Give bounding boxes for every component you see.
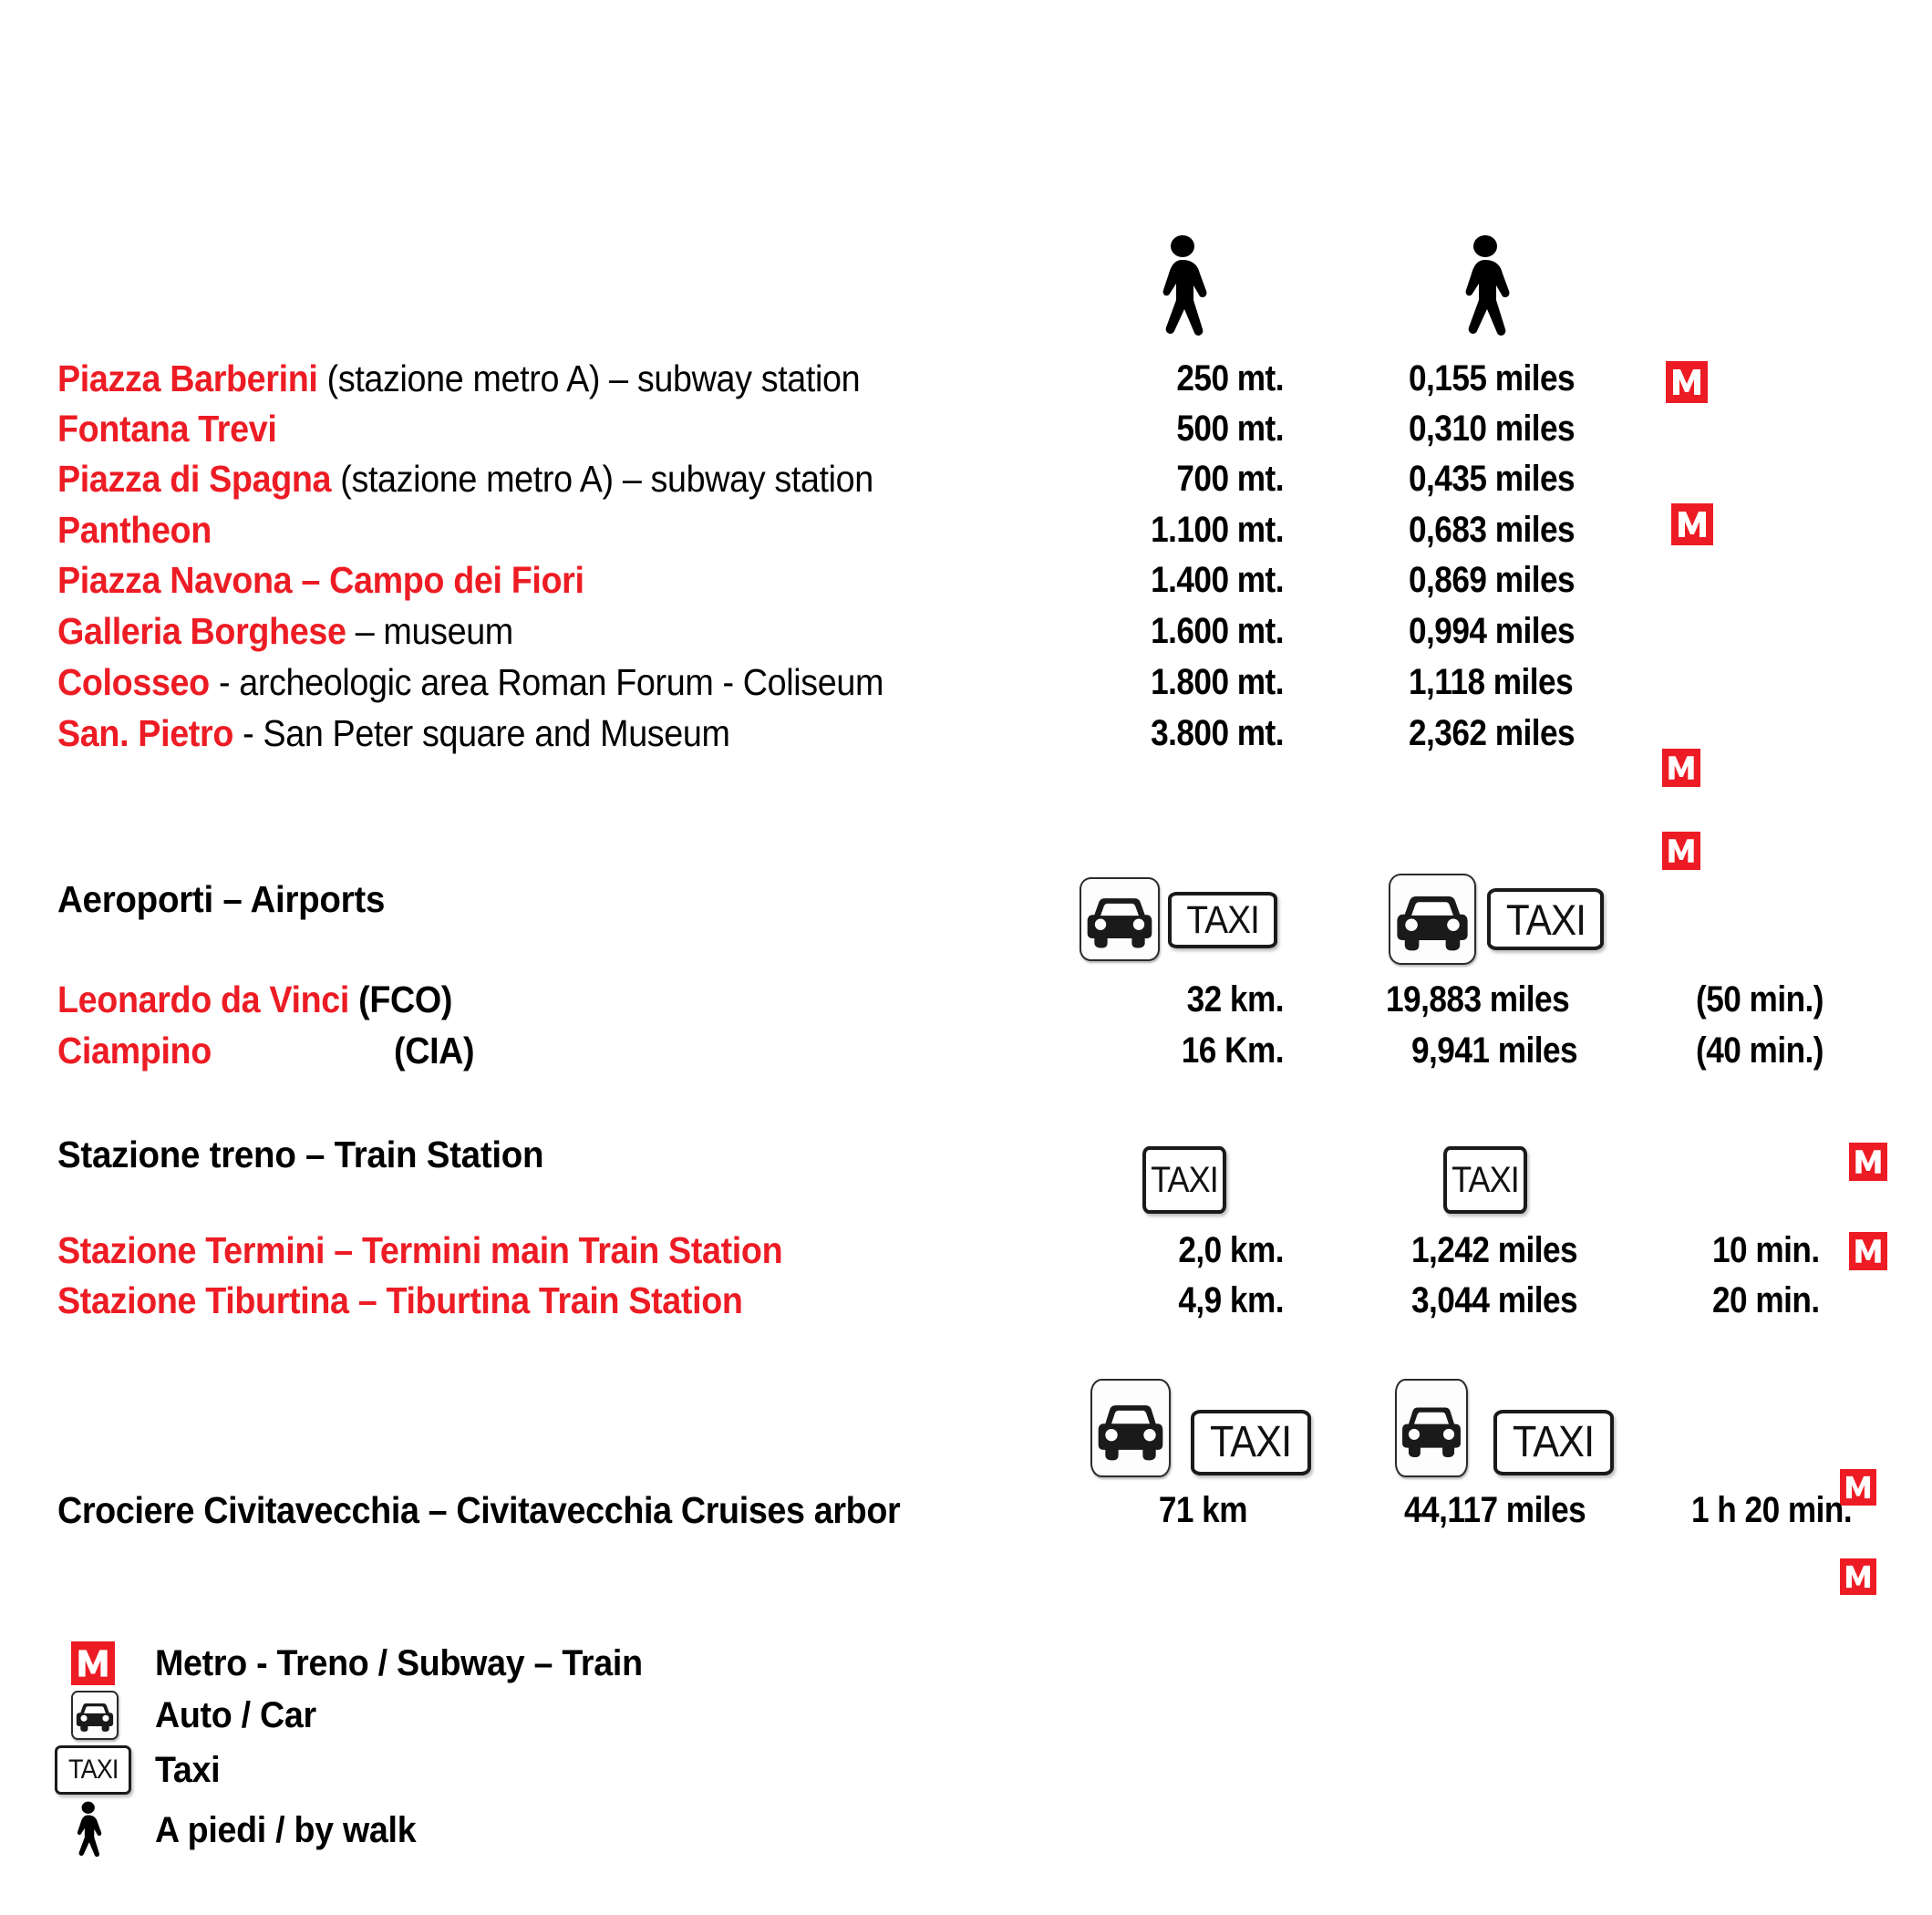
landmark-name: Fontana Trevi [57,408,277,450]
legend-item-metro [71,1637,674,1690]
pedestrian-icon [71,1800,111,1860]
legend-icon-slot [71,1641,155,1685]
landmark-name: Piazza Barberini [57,357,318,399]
car-icon [1090,1379,1171,1477]
taxi-label: TAXI [1186,897,1259,942]
legend-icon-slot [55,1745,155,1795]
cruises-km: 71 km [1158,1490,1247,1530]
legend-icon-slot [71,1800,155,1860]
metro-icon [71,1641,115,1685]
taxi-label: TAXI [1452,1160,1519,1200]
landmark-meters: 1.100 mt. [1151,510,1284,550]
taxi-icon [55,1745,131,1795]
landmark-miles: 0,435 miles [1409,459,1576,499]
landmark-description: - San Peter square and Museum [232,712,730,754]
landmark-miles: 0,155 miles [1409,358,1576,399]
airport-label [57,1030,212,1072]
taxi-icon [1443,1146,1527,1214]
car-icon [71,1691,119,1740]
landmark-description: - archeologic area Roman Forum - Coliseum [209,661,884,703]
train-station-label [57,1229,782,1272]
landmark-name: Colosseo [57,661,210,703]
cruises-miles: 44,117 miles [1404,1490,1586,1530]
taxi-label: TAXI [67,1755,119,1785]
landmark-label [57,712,730,755]
landmark-name: Pantheon [57,509,212,551]
taxi-icon [1493,1410,1614,1475]
train-station-name: Stazione Termini – Termini main Train Station [57,1229,783,1271]
legend-item-walk [71,1798,433,1862]
landmark-meters: 500 mt. [1176,409,1284,449]
landmark-label [57,408,276,450]
taxi-label: TAXI [1210,1418,1292,1466]
cruises-label [57,1489,900,1532]
legend-label: A piedi / by walk [155,1809,417,1850]
landmark-meters: 3.800 mt. [1151,713,1284,753]
taxi-icon [1487,888,1604,950]
legend-label: Auto / Car [155,1694,316,1735]
airport-time: (50 min.) [1696,979,1824,1020]
landmark-label [57,610,513,653]
car-icon [1395,1379,1468,1477]
train-station-name: Stazione Tiburtina – Tiburtina Train Station [57,1279,743,1321]
airport-label [57,978,452,1021]
legend-item-car [71,1689,326,1742]
metro-icon [1671,503,1713,545]
train-miles: 1,242 miles [1411,1230,1578,1270]
walking-person-icon-miles-column [1454,234,1527,340]
landmark-label [57,458,873,501]
legend-label: Metro - Treno / Subway – Train [155,1642,643,1683]
landmark-description: (stazione metro A) – subway station [331,458,873,500]
metro-icon [1849,1143,1887,1181]
airport-km: 16 Km. [1181,1030,1284,1071]
metro-icon [1840,1558,1876,1595]
metro-icon [1666,361,1708,403]
airport-km: 32 km. [1186,979,1284,1020]
landmark-name: Piazza di Spagna [57,458,332,500]
airport-miles: 19,883 miles [1386,979,1570,1020]
landmark-label [57,509,212,552]
landmark-name: San. Pietro [57,712,233,754]
airport-name: Ciampino [57,1030,212,1071]
train-station-label [57,1279,743,1322]
car-icon [1389,874,1476,965]
legend-icon-slot [71,1691,155,1740]
legend-label: Taxi [155,1749,221,1790]
cruises-time: 1 h 20 min. [1691,1490,1853,1530]
taxi-label: TAXI [1513,1418,1595,1466]
airport-time: (40 min.) [1696,1030,1824,1071]
legend-item-taxi [55,1744,224,1796]
landmark-description: (stazione metro A) – subway station [317,357,861,399]
airports-heading: Aeroporti – Airports [57,878,386,920]
metro-icon [1662,749,1700,787]
taxi-icon [1142,1146,1226,1214]
landmark-meters: 1.600 mt. [1151,611,1284,651]
landmark-name: Piazza Navona – Campo dei Fiori [57,559,584,601]
landmark-miles: 0,994 miles [1409,611,1576,651]
train-station-heading: Stazione treno – Train Station [57,1133,544,1175]
landmark-meters: 1.800 mt. [1151,662,1284,702]
cruises-name: Crociere Civitavecchia – Civitavecchia Cruises arbor [57,1489,901,1531]
train-time: 10 min. [1712,1230,1820,1270]
airport-name: Leonardo da Vinci [57,978,359,1020]
taxi-icon [1168,892,1277,948]
landmark-miles: 0,683 miles [1409,510,1576,550]
airport-code: (CIA) [394,1030,475,1071]
landmark-miles: 0,310 miles [1409,409,1576,449]
walking-person-icon-meters-column [1152,234,1224,340]
landmark-description: – museum [355,610,513,652]
taxi-icon [1191,1410,1311,1475]
landmark-meters: 700 mt. [1176,459,1284,499]
landmark-miles: 2,362 miles [1409,713,1576,753]
airport-miles: 9,941 miles [1411,1030,1578,1071]
landmark-miles: 1,118 miles [1409,662,1574,702]
taxi-label: TAXI [1505,895,1586,944]
landmark-label [57,661,883,704]
landmark-label [57,357,860,400]
landmark-miles: 0,869 miles [1409,560,1576,600]
metro-icon [1662,832,1700,870]
train-time: 20 min. [1712,1280,1820,1320]
car-icon [1080,877,1160,961]
train-km: 4,9 km. [1178,1280,1284,1320]
landmark-label [57,559,584,602]
train-km: 2,0 km. [1178,1230,1284,1270]
landmark-meters: 250 mt. [1176,358,1284,399]
airport-code-wrap [394,1030,474,1072]
landmark-name: Galleria Borghese [57,610,356,652]
train-miles: 3,044 miles [1411,1280,1578,1320]
taxi-label: TAXI [1151,1160,1218,1200]
landmark-meters: 1.400 mt. [1151,560,1284,600]
airport-code: (FCO) [358,978,453,1020]
